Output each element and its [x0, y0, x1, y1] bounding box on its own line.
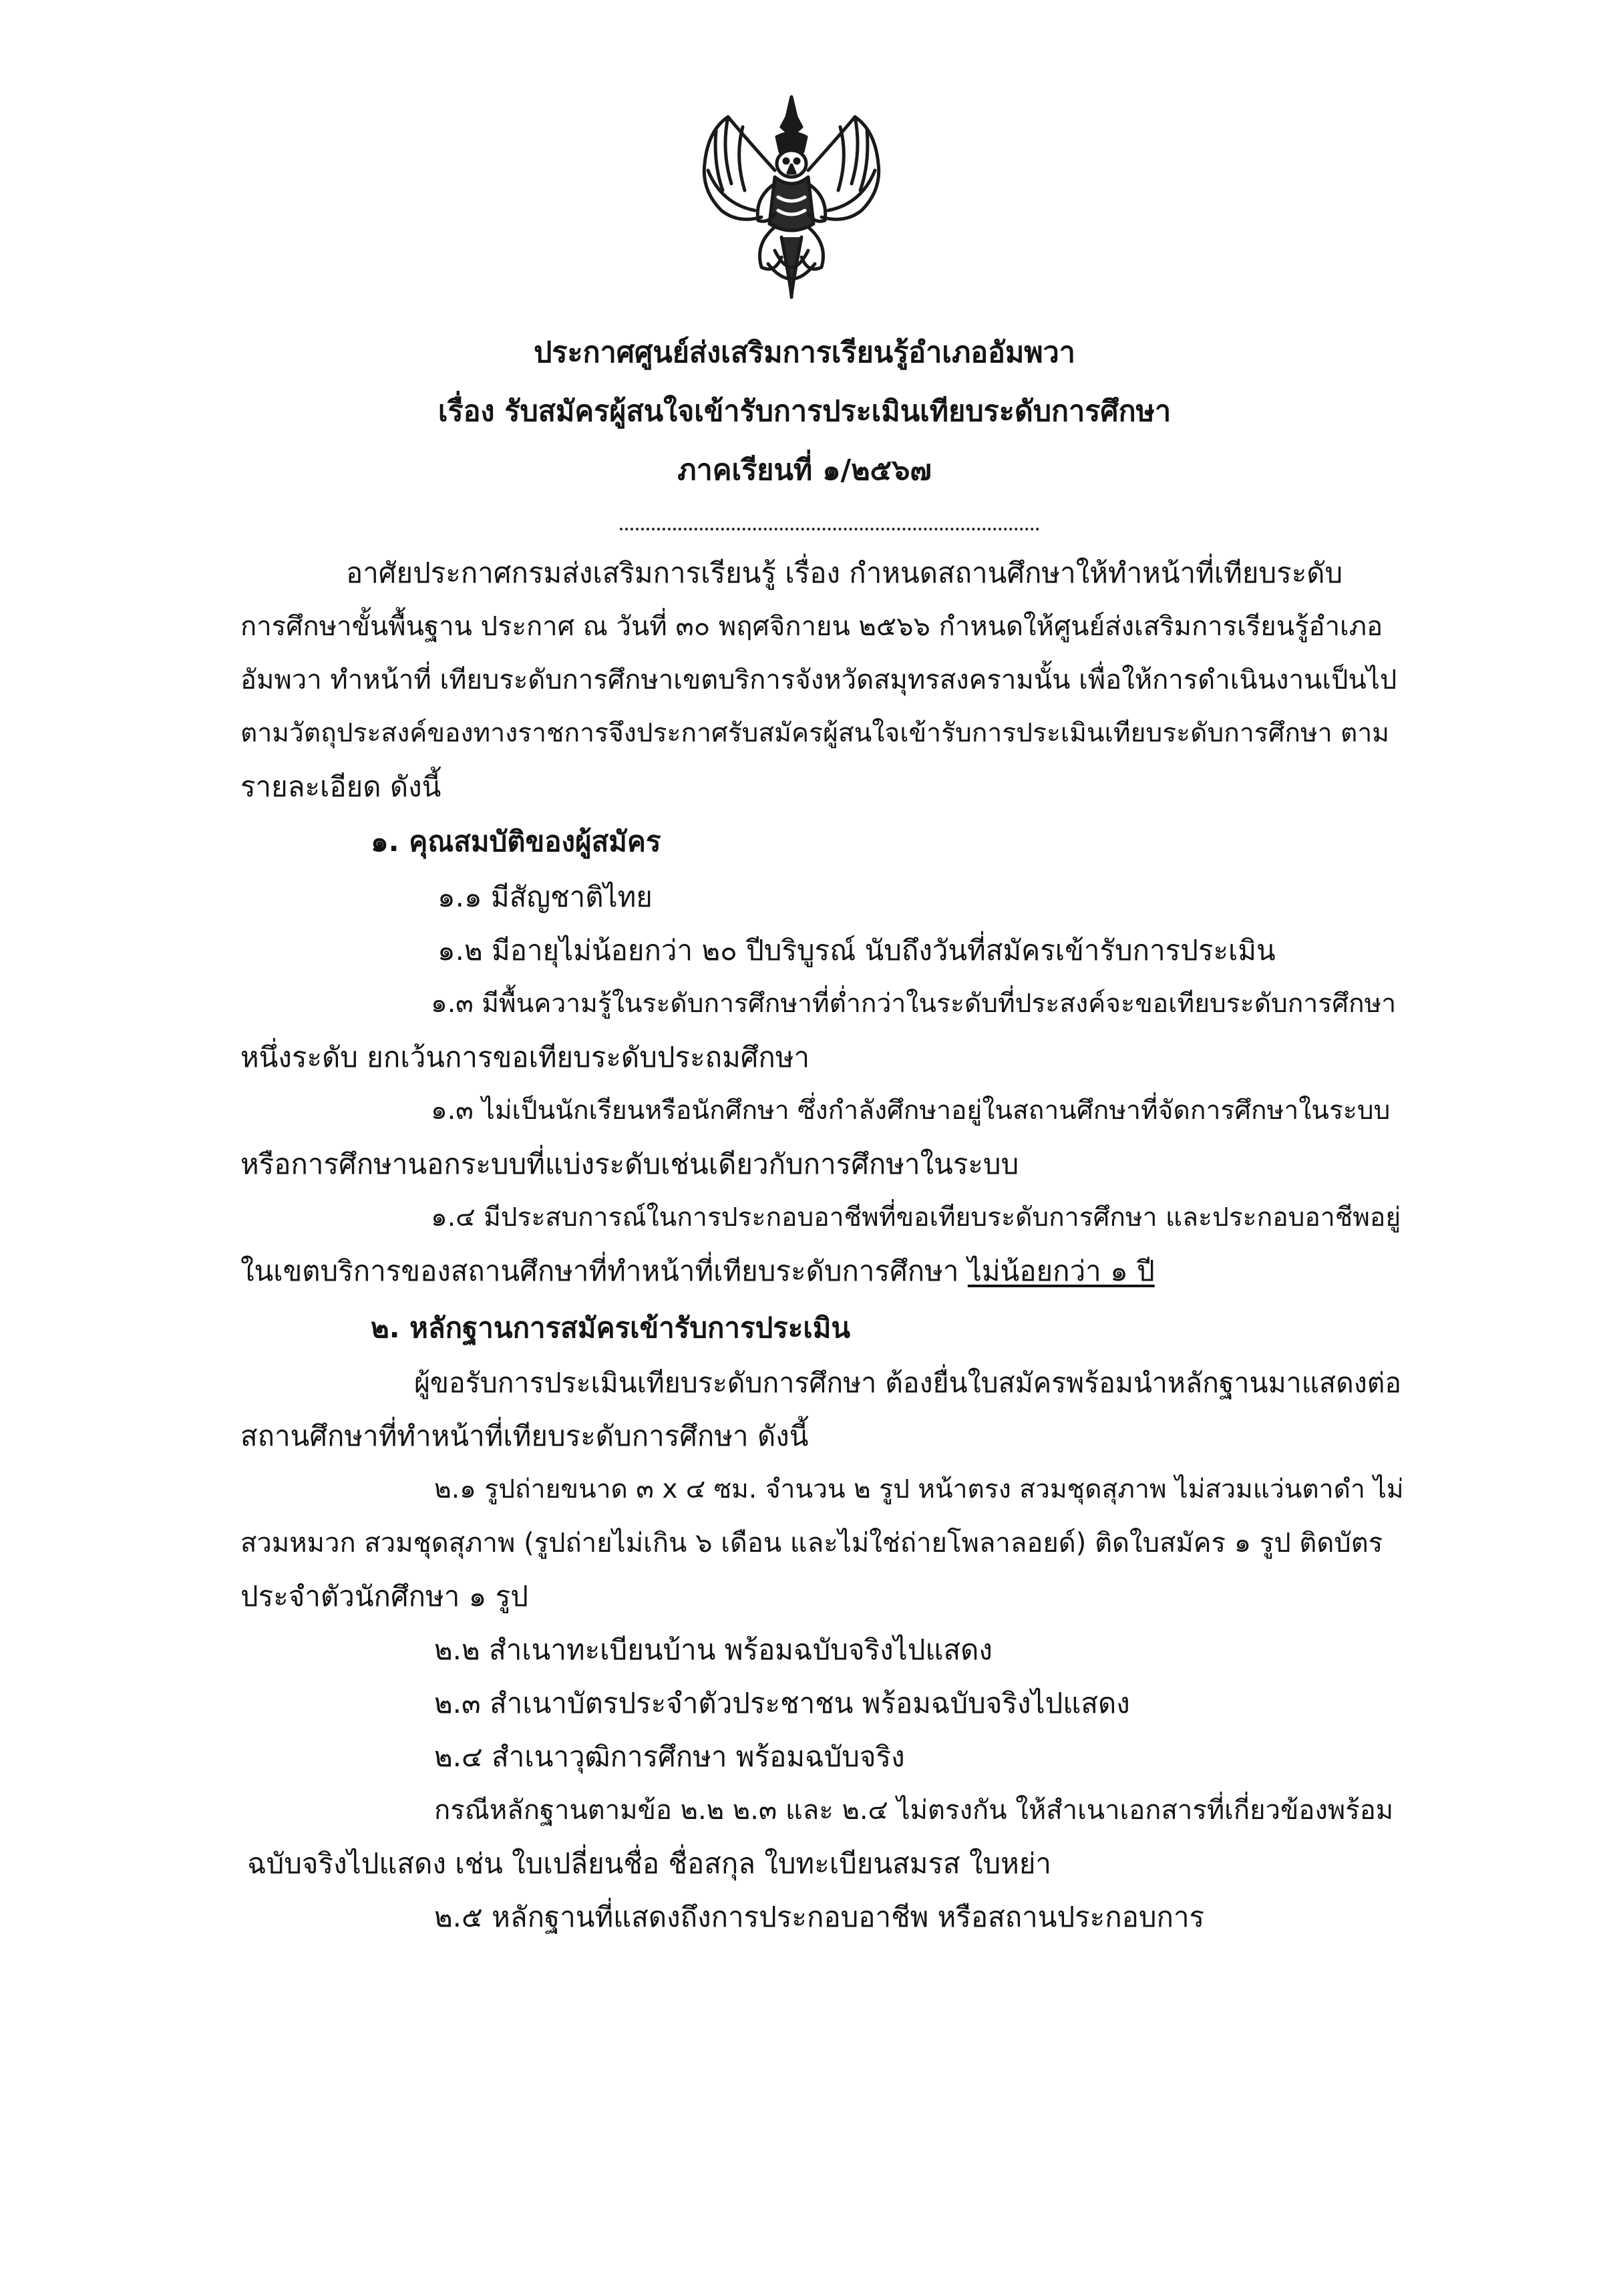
intro-line: อาศัยประกาศกรมส่งเสริมการเรียนรู้ เรื่อง กำหนดสถานศึกษาให้ทำหน้าที่เทียบระดับ [346, 556, 1343, 589]
dotted-divider [620, 528, 1039, 530]
underlined-requirement: ไม่น้อยกว่า ๑ ปี [967, 1255, 1155, 1287]
intro-line: การศึกษาขั้นพื้นฐาน ประกาศ ณ วันที่ ๓๐ พฤศจิกายน ๒๕๖๖ กำหนดให้ศูนย์ส่งเสริมการเรียนรู้อำเภอ [240, 611, 1383, 642]
list-item-continuation: หนึ่งระดับ ยกเว้นการขอเทียบระดับประถมศึกษา [240, 1041, 810, 1074]
section-2-intro: ผู้ขอรับการประเมินเทียบระดับการศึกษา ต้องยื่นใบสมัครพร้อมนำหลักฐานมาแสดงต่อ [414, 1367, 1401, 1399]
section-2-intro: สถานศึกษาที่ทำหน้าที่เทียบระดับการศึกษา ดังนี้ [240, 1420, 809, 1452]
list-item-text: ในเขตบริการของสถานศึกษาที่ทำหน้าที่เทียบระดับการศึกษา [240, 1255, 959, 1287]
list-item: ๑.๓ มีพื้นความรู้ในระดับการศึกษาที่ต่ำกว่าในระดับที่ประสงค์จะขอเทียบระดับการศึกษา [431, 989, 1397, 1019]
intro-line: ตามวัตถุประสงค์ของทางราชการจึงประกาศรับสมัครผู้สนใจเข้ารับการประเมินเทียบระดับการศึกษา ตาม [240, 718, 1389, 748]
intro-line: อัมพวา ทำหน้าที่ เทียบระดับการศึกษาเขตบริการจังหวัดสมุทรสงครามนั้น เพื่อให้การดำเนินงานเป็นไป [240, 665, 1397, 695]
section-2-heading: ๒. หลักฐานการสมัครเข้ารับการประเมิน [371, 1311, 851, 1344]
list-item: ๑.๒ มีอายุไม่น้อยกว่า ๒๐ ปีบริบูรณ์ นับถึงวันที่สมัครเข้ารับการประเมิน [437, 934, 1276, 967]
intro-line: รายละเอียด ดังนี้ [240, 770, 441, 803]
list-item-continuation [240, 1251, 1155, 1291]
list-item-continuation: สวมหมวก สวมชุดสุภาพ (รูปถ่ายไม่เกิน ๖ เดือน และไม่ใช่ถ่ายโพลาลอยด์) ติดใบสมัคร ๑ รูป ติดบัตร [240, 1528, 1383, 1559]
list-item: ๒.๒ สำเนาทะเบียนบ้าน พร้อมฉบับจริงไปแสดง [434, 1633, 993, 1666]
list-item: ๒.๕ หลักฐานที่แสดงถึงการประกอบอาชีพ หรือสถานประกอบการ [434, 1901, 1205, 1933]
list-item-continuation: ประจำตัวนักศึกษา ๑ รูป [240, 1580, 528, 1613]
announcement-subject: เรื่อง รับสมัครผู้สนใจเข้ารับการประเมินเทียบระดับการศึกษา [437, 395, 1172, 428]
garuda-emblem-icon [681, 90, 902, 304]
list-item: ๒.๓ สำเนาบัตรประจำตัวประชาชน พร้อมฉบับจริงไปแสดง [434, 1687, 1130, 1719]
list-item: ๑.๔ มีประสบการณ์ในการประกอบอาชีพที่ขอเทียบระดับการศึกษา และประกอบอาชีพอยู่ [431, 1202, 1401, 1233]
note-line: ฉบับจริงไปแสดง เช่น ใบเปลี่ยนชื่อ ชื่อสกุล ใบทะเบียนสมรส ใบหย่า [247, 1847, 1052, 1880]
list-item-continuation: หรือการศึกษานอกระบบที่แบ่งระดับเช่นเดียวกับการศึกษาในระบบ [240, 1148, 1019, 1180]
list-item: ๑.๓ ไม่เป็นนักเรียนหรือนักศึกษา ซึ่งกำลังศึกษาอยู่ในสถานศึกษาที่จัดการศึกษาในระบบ [431, 1096, 1391, 1126]
note-line: กรณีหลักฐานตามข้อ ๒.๒ ๒.๓ และ ๒.๔ ไม่ตรงกัน ให้สำเนาเอกสารที่เกี่ยวข้องพร้อม [434, 1795, 1394, 1826]
list-item: ๒.๑ รูปถ่ายขนาด ๓ x ๔ ซม. จำนวน ๒ รูป หน้าตรง สวมชุดสุภาพ ไม่สวมแว่นตาดำ ไม่ [434, 1474, 1404, 1504]
section-1-heading: ๑. คุณสมบัติของผู้สมัคร [371, 825, 661, 858]
announcement-title: ประกาศศูนย์ส่งเสริมการเรียนรู้อำเภออัมพวา [534, 336, 1075, 369]
announcement-semester: ภาคเรียนที่ ๑/๒๕๖๗ [677, 454, 932, 487]
list-item: ๑.๑ มีสัญชาติไทย [437, 880, 653, 913]
list-item: ๒.๔ สำเนาวุฒิการศึกษา พร้อมฉบับจริง [434, 1740, 905, 1773]
